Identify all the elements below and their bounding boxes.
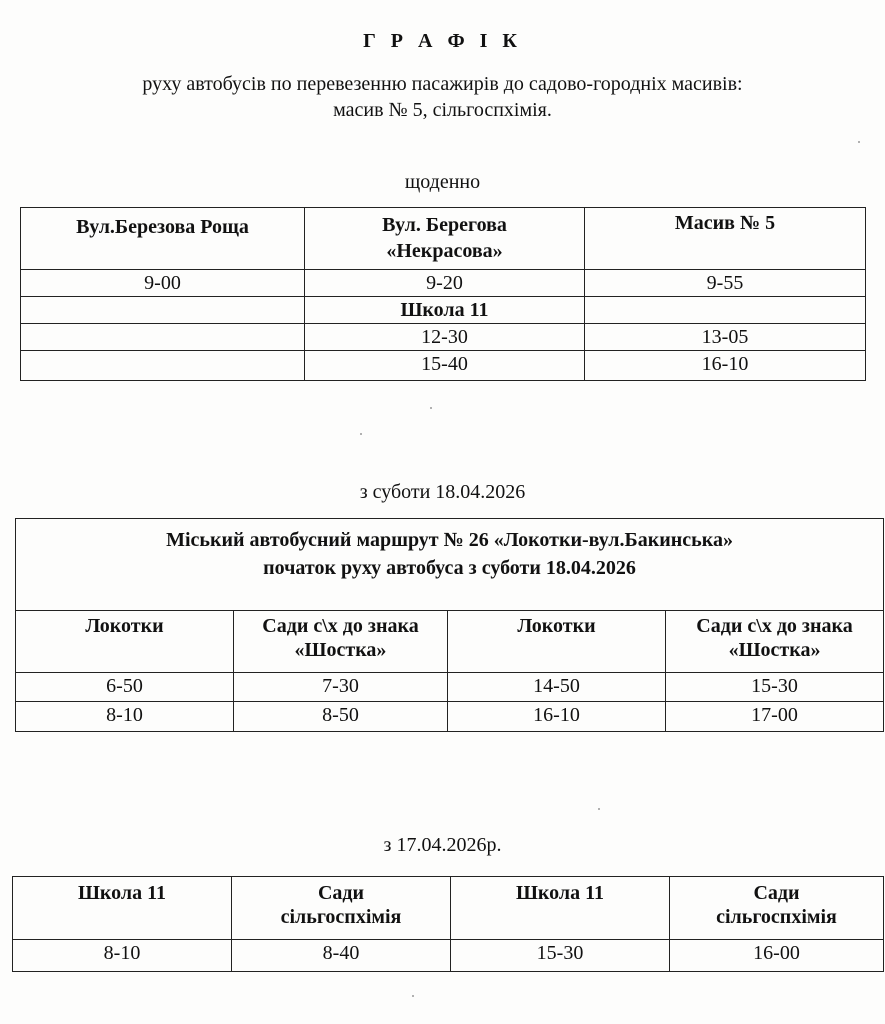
table-cell: 17-00 [666,702,884,732]
table-cell [21,351,305,381]
column-header: Вул.Березова Роща [21,208,305,270]
column-header: Масив № 5 [585,208,866,270]
table-row [21,270,866,297]
subtitle-line-2: масив № 5, сільгоспхімія. [333,99,552,121]
column-header: Сади с\х до знака «Шостка» [666,611,884,673]
subtitle-line-1: руху автобусів по перевезенню пасажирів до садово-городніх масивів: [142,73,743,95]
table-cell: 8-10 [16,702,234,732]
section3-caption: з 17.04.2026р. [383,834,502,856]
column-header: Сади с\х до знака «Шостка» [234,611,448,673]
table-cell: 8-40 [232,940,451,972]
column-header: Сади сільгоспхімія [232,877,451,940]
table-row [21,351,866,381]
page-title: Г Р А Ф І К [363,30,522,52]
scan-speck [598,808,600,810]
route-banner [16,519,884,611]
table-cell: 15-30 [666,673,884,702]
table-cell: 13-05 [585,324,866,351]
table-cell: 9-20 [305,270,585,297]
column-header: Школа 11 [13,877,232,940]
route-banner-line-2: початок руху автобуса з суботи 18.04.2026 [263,557,636,579]
table-cell: 9-55 [585,270,866,297]
table-cell: 9-00 [21,270,305,297]
table-cell [585,297,866,324]
table-header-row [13,877,884,940]
table-cell: 15-40 [305,351,585,381]
scan-speck [858,141,860,143]
table-cell: 6-50 [16,673,234,702]
route-banner-line-1: Міський автобусний маршрут № 26 «Локотки-вул.Бакинська» [166,529,733,551]
table-cell: 8-50 [234,702,448,732]
table-row [13,940,884,972]
table-cell: 16-00 [670,940,884,972]
table-row [21,297,866,324]
column-header: Школа 11 [451,877,670,940]
table-cell: Школа 11 [305,297,585,324]
table-cell: 16-10 [448,702,666,732]
table-header-row [16,611,884,673]
school-schedule-table [12,876,884,972]
table-row [16,673,884,702]
table-cell: 7-30 [234,673,448,702]
section2-caption: з суботи 18.04.2026 [359,481,526,503]
column-header: Локотки [448,611,666,673]
table-cell: 14-50 [448,673,666,702]
table-cell: 8-10 [13,940,232,972]
table-cell: 12-30 [305,324,585,351]
column-header: Сади сільгоспхімія [670,877,884,940]
scan-speck [360,433,362,435]
table-cell [21,324,305,351]
route26-schedule-table [15,518,884,732]
scan-speck [430,407,432,409]
table-cell: 15-30 [451,940,670,972]
column-header: Локотки [16,611,234,673]
table-cell [21,297,305,324]
table-row [21,324,866,351]
route-banner-row [16,519,884,611]
column-header: Вул. Берегова «Некрасова» [305,208,585,270]
daily-schedule-table [20,207,866,381]
table-row [16,702,884,732]
section1-caption: щоденно [404,171,481,193]
table-cell: 16-10 [585,351,866,381]
page-subtitle [0,71,885,123]
scan-speck [412,995,414,997]
table-header-row [21,208,866,270]
